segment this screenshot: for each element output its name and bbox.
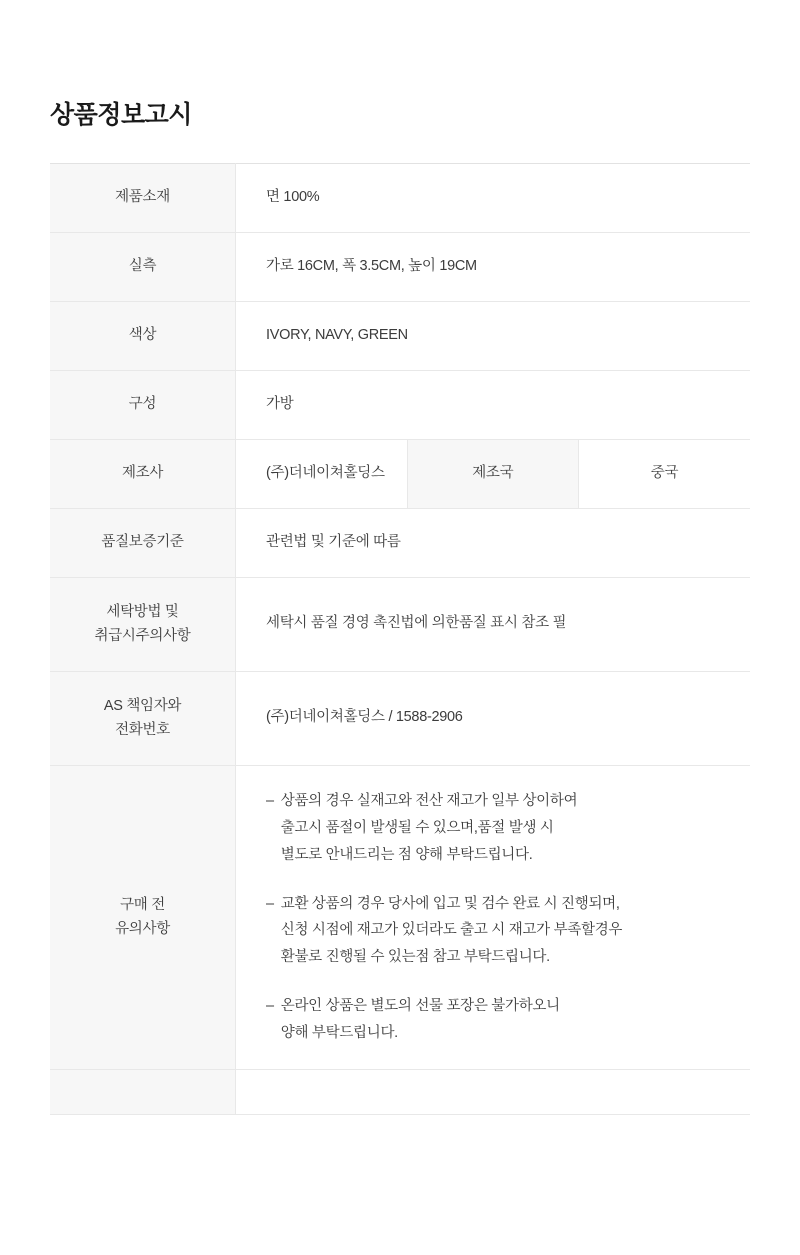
notice-line: 출고시 품절이 발생될 수 있으며,품절 발생 시 [280, 819, 554, 836]
notice-block [266, 788, 750, 868]
notice-block [266, 891, 750, 971]
row-label-manufacturer: 제조사 [50, 439, 236, 508]
notice-line: 환불로 진행될 수 있는점 참고 부탁드립니다. [280, 949, 550, 966]
row-value-warranty: 관련법 및 기준에 따름 [266, 533, 401, 550]
table-row [50, 301, 750, 370]
row-value-country: 중국 [650, 464, 679, 481]
table-row [50, 164, 750, 233]
row-label-purchase-notice-line2: 유의사항 [115, 921, 170, 938]
notice-dash-icon: – [266, 997, 274, 1014]
notice-line: 상품의 경우 실재고와 전산 재고가 일부 상이하여 [280, 793, 578, 810]
notice-line: 신청 시점에 재고가 있더라도 출고 시 재고가 부족할경우 [280, 922, 623, 939]
notice-text [281, 993, 750, 1047]
table-row [50, 370, 750, 439]
notice-dash-icon: – [266, 895, 274, 912]
row-value-color: IVORY, NAVY, GREEN [266, 326, 408, 343]
row-value-material: 면 100% [266, 189, 320, 205]
row-value-purchase-notice [236, 766, 751, 1070]
table-row [50, 232, 750, 301]
row-label-as-contact-line2: 전화번호 [115, 722, 170, 739]
row-label-measurement: 실측 [50, 232, 236, 301]
notice-line: 온라인 상품은 별도의 선물 포장은 불가하오니 [280, 997, 560, 1014]
table-row-notice [50, 766, 750, 1070]
notice-line: 교환 상품의 경우 당사에 입고 및 검수 완료 시 진행되며, [280, 895, 620, 912]
table-row [50, 508, 750, 577]
row-label-washing-line1: 세탁방법 및 [106, 603, 179, 620]
row-label-composition: 구성 [50, 370, 236, 439]
table-row [50, 439, 750, 508]
page-title: 상품정보고시 [50, 101, 192, 129]
row-label-as-contact [50, 671, 236, 765]
product-info-table [50, 163, 750, 1115]
row-value-composition: 가방 [266, 395, 294, 412]
row-label-washing [50, 577, 236, 671]
row-label-color: 색상 [50, 301, 236, 370]
row-value-manufacturer: (주)더네이쳐홀딩스 [266, 464, 385, 481]
notice-text [281, 891, 750, 971]
row-label-purchase-notice [50, 766, 236, 1070]
row-label-washing-line2: 취급시주의사항 [94, 628, 191, 645]
row-label-material: 제품소재 [50, 164, 236, 233]
notice-text [281, 788, 750, 868]
row-value-as-contact: (주)더네이쳐홀딩스 / 1588-2906 [266, 709, 463, 726]
row-label-warranty: 품질보증기준 [50, 508, 236, 577]
row-value-washing: 세탁시 품질 경영 촉진법에 의한품질 표시 참조 필 [266, 615, 567, 632]
notice-line: 별도로 안내드리는 점 양해 부탁드립니다. [280, 846, 533, 863]
notice-block [266, 993, 750, 1047]
table-row [50, 577, 750, 671]
table-row [50, 671, 750, 765]
row-label-as-contact-line1: AS 책임자와 [103, 697, 182, 714]
notice-line: 양해 부탁드립니다. [280, 1024, 398, 1041]
row-label-country: 제조국 [407, 439, 579, 508]
row-value-measurement: 가로 16CM, 폭 3.5CM, 높이 19CM [266, 257, 477, 274]
table-bottom-spacer-cell [236, 1069, 751, 1114]
table-bottom-spacer-label [50, 1069, 236, 1114]
notice-dash-icon: – [266, 793, 274, 810]
table-bottom-spacer [50, 1069, 750, 1114]
row-label-purchase-notice-line1: 구매 전 [120, 896, 165, 913]
